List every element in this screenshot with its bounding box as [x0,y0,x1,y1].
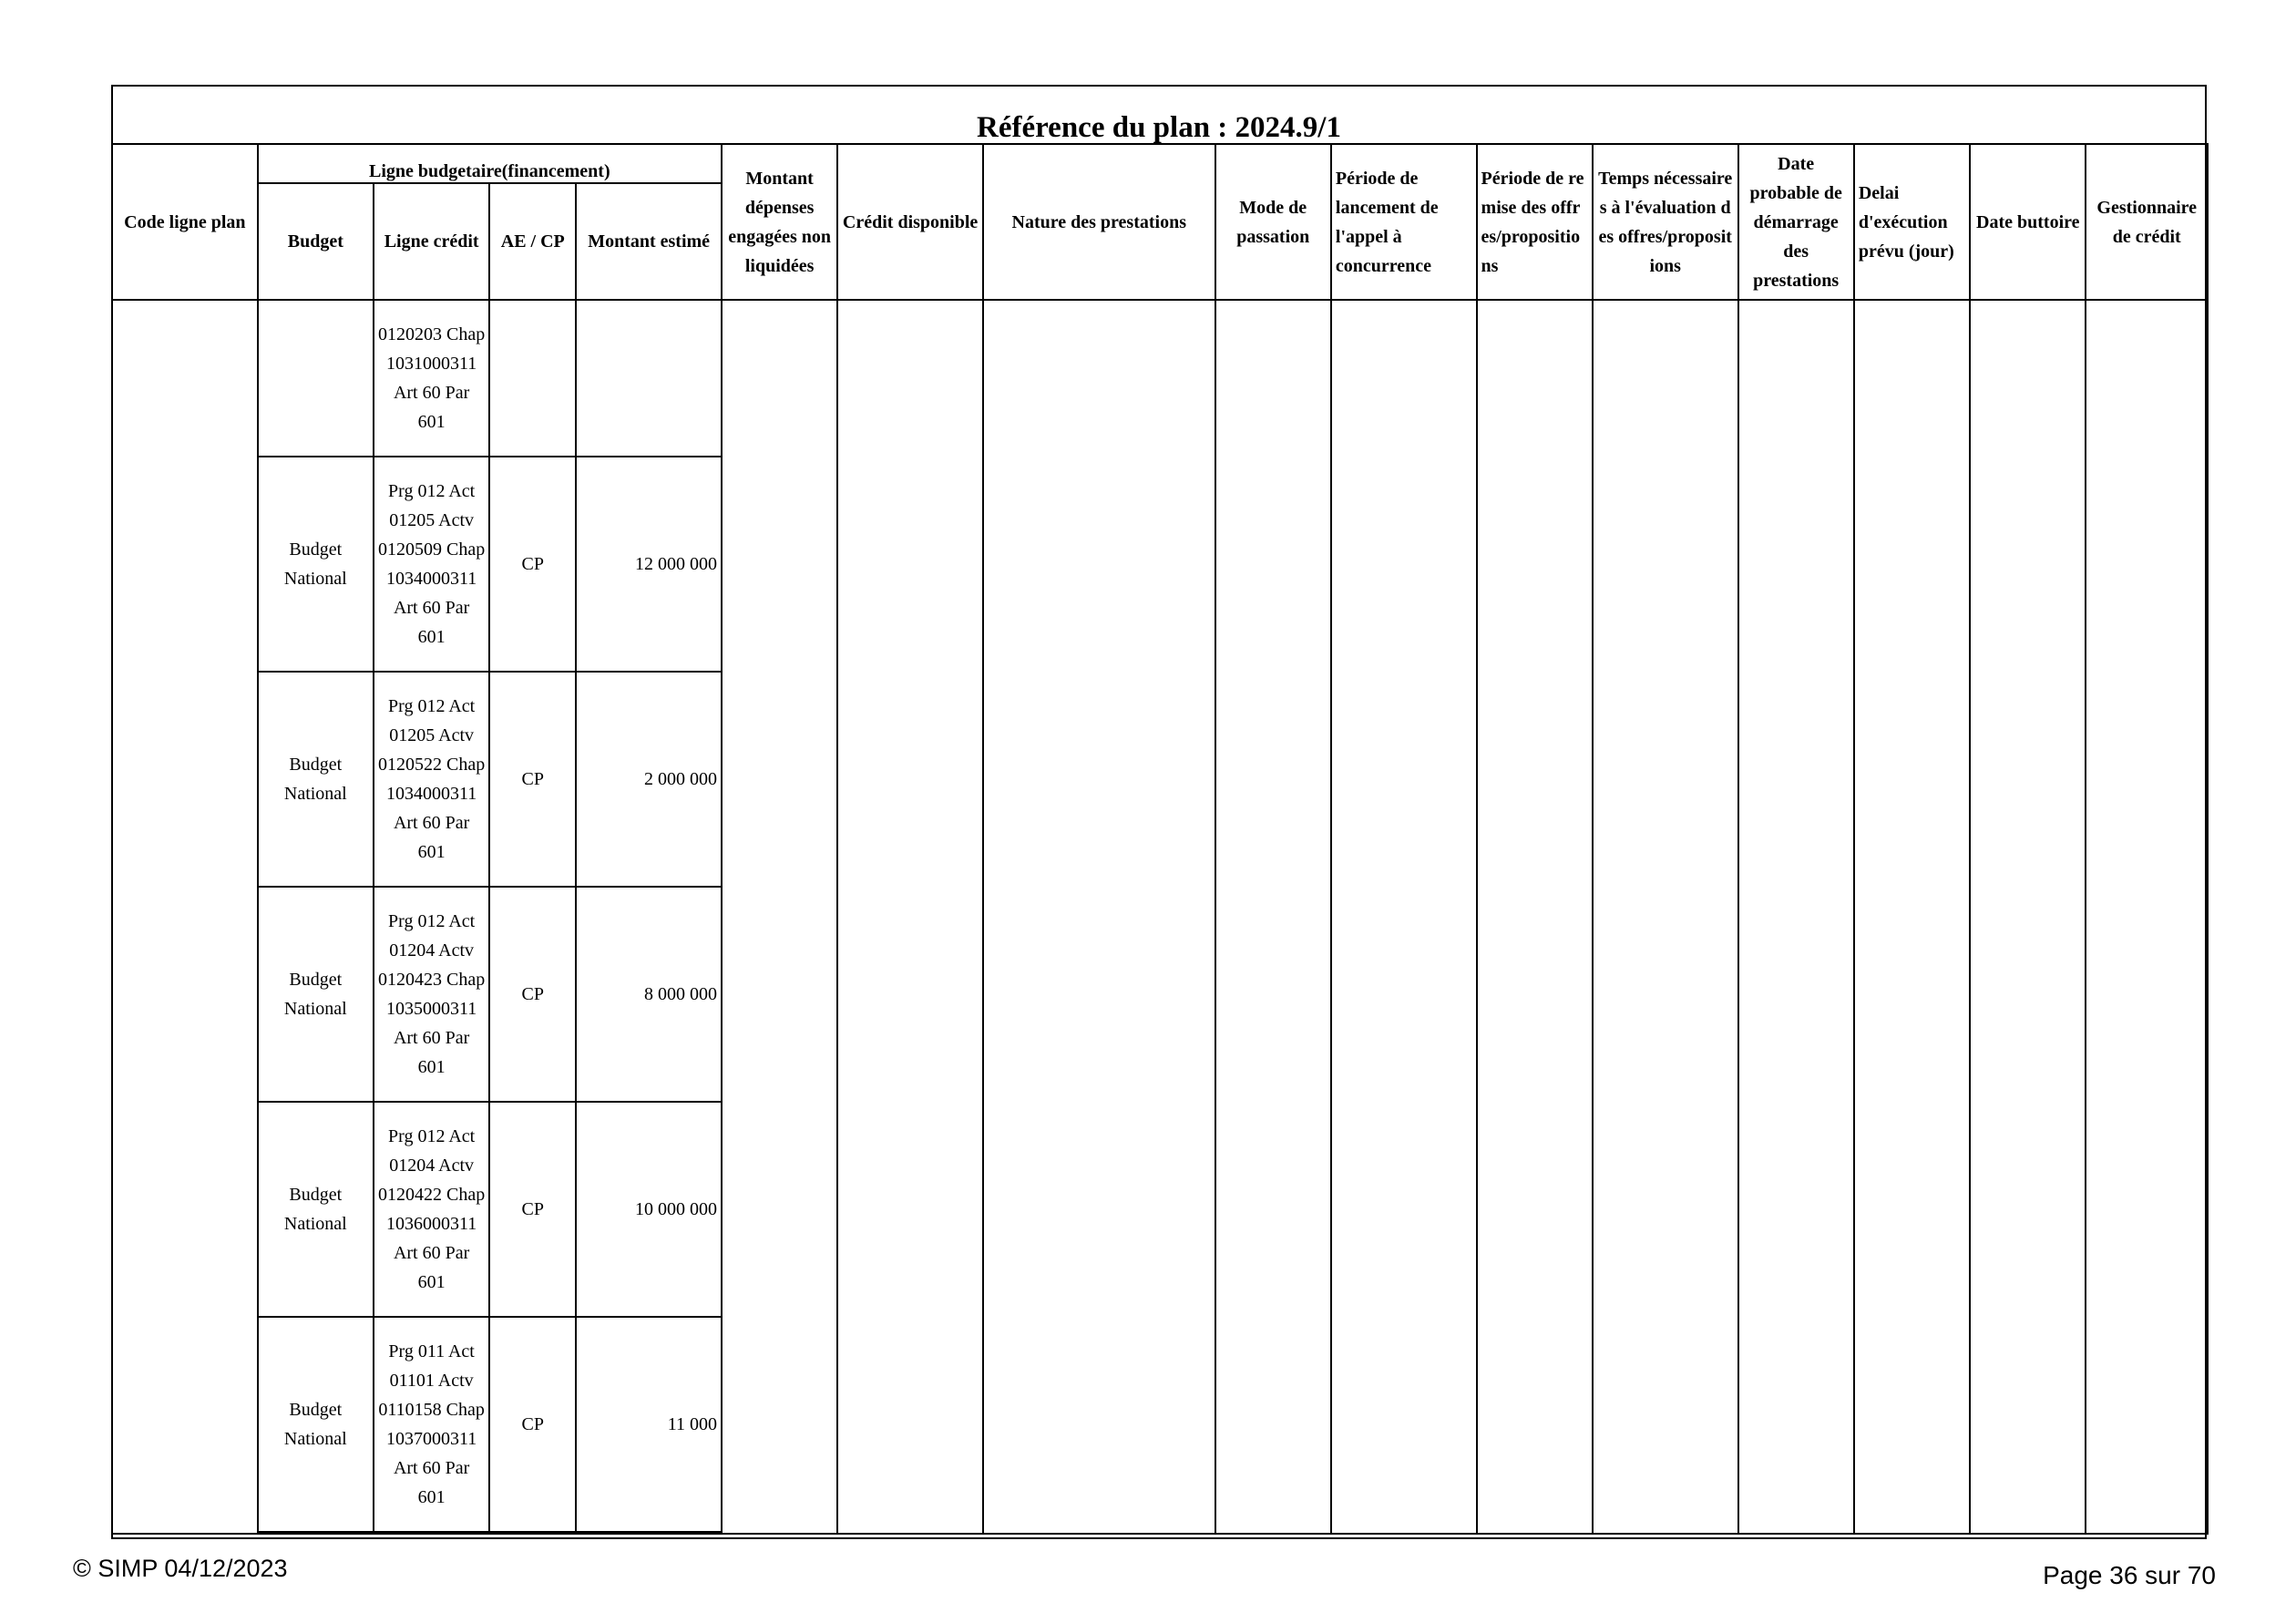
header-mode-passation: Mode de passation [1215,144,1331,300]
date-buttoire-cell [1970,300,2086,1534]
budget-cell: Budget National [258,457,374,672]
montant-cell [576,300,722,457]
continuation-cell [489,1532,576,1534]
gestionnaire-cell [2086,300,2208,1534]
delai-execution-cell [1854,300,1970,1534]
budget-plan-table [111,143,2209,1535]
nature-prestations-cell [983,300,1215,1534]
continuation-cell [576,1532,722,1534]
ae-cp-cell: CP [489,887,576,1102]
header-ae-cp: AE / CP [489,183,576,300]
continuation-cell [374,1532,489,1534]
credit-disponible-cell [837,300,983,1534]
budget-cell: Budget National [258,887,374,1102]
ae-cp-cell: CP [489,1102,576,1317]
montant-cell: 10 000 000 [576,1102,722,1317]
montant-cell: 11 000 [576,1317,722,1532]
plan-reference-title: Référence du plan : 2024.9/1 [113,87,2205,145]
montant-depenses-cell [722,300,837,1534]
code-ligne-plan-cell [112,300,258,1534]
ligne-credit-cell: Prg 012 Act 01205 Actv 0120522 Chap 1034000311 Art 60 Par 601 [374,672,489,887]
table-row [112,300,2208,457]
periode-lancement-cell [1331,300,1477,1534]
ligne-credit-cell: Prg 012 Act 01205 Actv 0120509 Chap 1034000311 Art 60 Par 601 [374,457,489,672]
header-temps-necessaires: Temps nécessaires à l'évaluation des offres/propositions [1593,144,1738,300]
date-probable-cell [1738,300,1854,1534]
header-budget: Budget [258,183,374,300]
header-nature-prestations: Nature des prestations [983,144,1215,300]
header-code-ligne-plan: Code ligne plan [112,144,258,300]
temps-necessaires-cell [1593,300,1738,1534]
header-montant-depenses: Montant dépenses engagées non liquidées [722,144,837,300]
header-date-buttoire: Date buttoire [1970,144,2086,300]
budget-cell: Budget National [258,1317,374,1532]
ae-cp-cell: CP [489,672,576,887]
header-credit-disponible: Crédit disponible [837,144,983,300]
header-ligne-credit: Ligne crédit [374,183,489,300]
header-periode-lancement: Période de lancement de l'appel à concurrence [1331,144,1477,300]
header-gestionnaire: Gestionnaire de crédit [2086,144,2208,300]
ae-cp-cell [489,300,576,457]
budget-cell: Budget National [258,672,374,887]
montant-cell: 2 000 000 [576,672,722,887]
ligne-credit-cell: Prg 012 Act 01204 Actv 0120422 Chap 1036000311 Art 60 Par 601 [374,1102,489,1317]
ligne-credit-cell: Prg 012 Act 01204 Actv 0120423 Chap 1035000311 Art 60 Par 601 [374,887,489,1102]
montant-cell: 12 000 000 [576,457,722,672]
header-periode-remise: Période de remise des offres/propositions [1477,144,1593,300]
header-ligne-budgetaire: Ligne budgetaire(financement) [258,144,722,183]
montant-cell: 8 000 000 [576,887,722,1102]
plan-table-frame [111,85,2207,1539]
footer-copyright: © SIMP 04/12/2023 [73,1555,288,1582]
continuation-cell [258,1532,374,1534]
budget-cell [258,300,374,457]
header-date-probable: Date probable de démarrage des prestations [1738,144,1854,300]
mode-passation-cell [1215,300,1331,1534]
periode-remise-cell [1477,300,1593,1534]
ligne-credit-cell: Prg 011 Act 01101 Actv 0110158 Chap 1037000311 Art 60 Par 601 [374,1317,489,1532]
budget-cell: Budget National [258,1102,374,1317]
ae-cp-cell: CP [489,1317,576,1532]
ligne-credit-cell: 0120203 Chap 1031000311 Art 60 Par 601 [374,300,489,457]
header-delai-execution: Delai d'exécution prévu (jour) [1854,144,1970,300]
header-montant-estime: Montant estimé [576,183,722,300]
ae-cp-cell: CP [489,457,576,672]
footer-page-number: Page 36 sur 70 [2043,1561,2216,1589]
